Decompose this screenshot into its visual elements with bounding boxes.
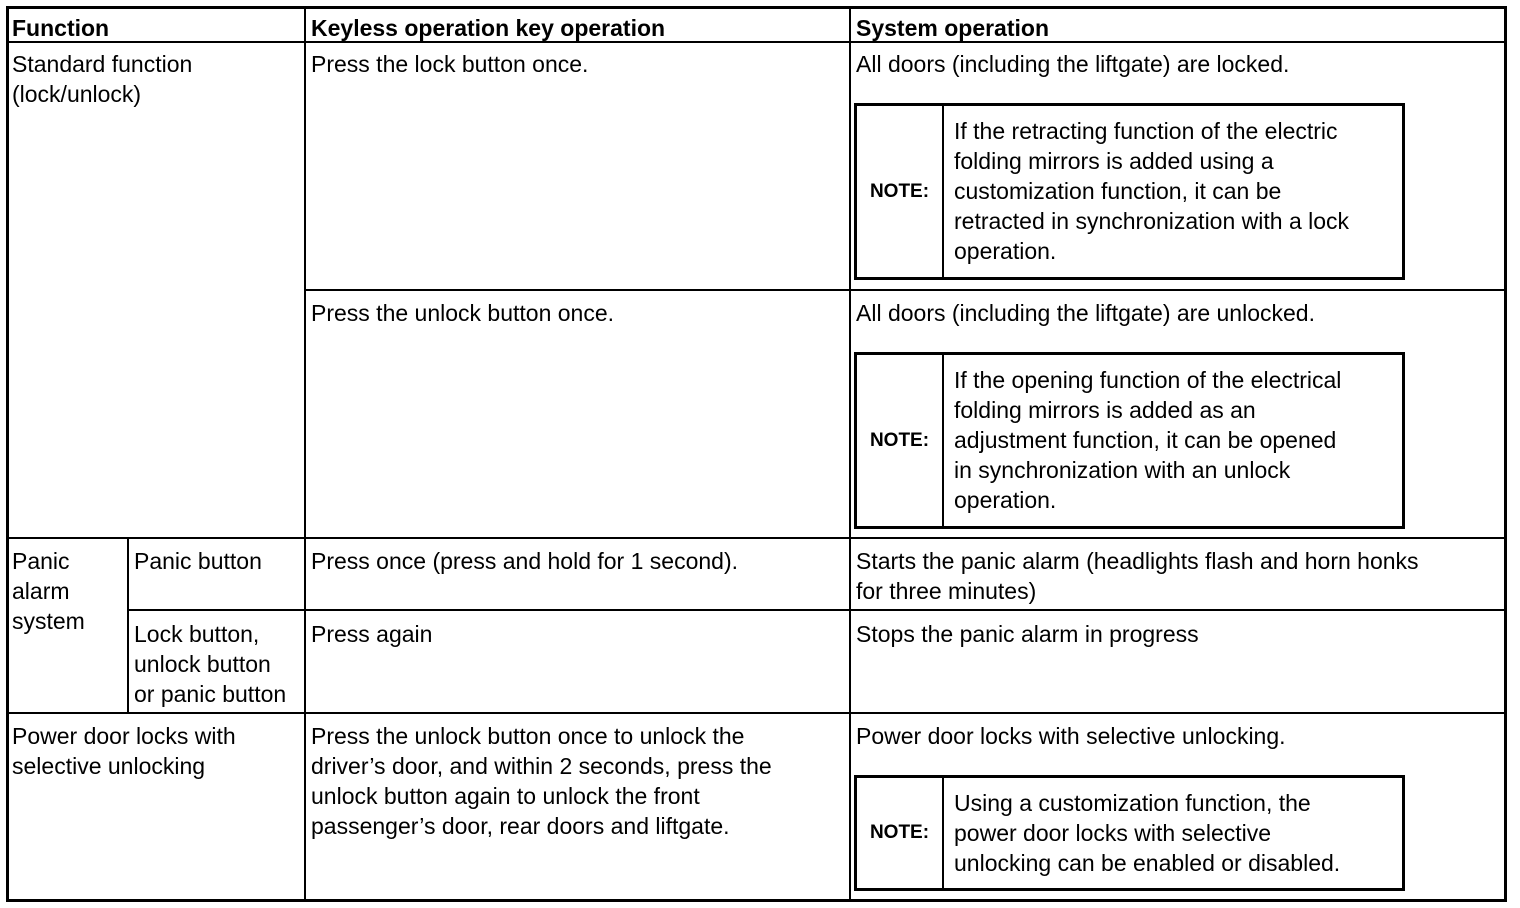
- selective-note-box: [854, 775, 1405, 891]
- selective-result: Power door locks with selective unlocking.: [856, 723, 1286, 749]
- panic-function-label: Panic alarm system: [12, 548, 85, 634]
- unlock-note-text: If the opening function of the electrical folding mirrors is added as an adjustment function, it can be opened in synchronization with an unlock operation.: [954, 367, 1342, 513]
- note-label: NOTE:: [869, 822, 930, 843]
- panic-sub1-result: Starts the panic alarm (headlights flash and horn honks for three minutes): [856, 548, 1419, 604]
- note-label: NOTE:: [869, 429, 930, 451]
- selective-function-label: Power door locks with selective unlocking: [12, 723, 236, 779]
- header-key-operation: Keyless operation key operation: [311, 15, 666, 41]
- note-label: NOTE:: [869, 180, 930, 202]
- lock-note-text: If the retracting function of the electric folding mirrors is added using a customization function, it can be retracted in synchronization with a lock operation.: [954, 118, 1350, 264]
- panic-sub1-operation: Press once (press and hold for 1 second).: [311, 548, 739, 574]
- panic-sub2-operation: Press again: [311, 621, 433, 647]
- note-divider: [942, 778, 944, 888]
- selective-operation: Press the unlock button once to unlock the driver’s door, and within 2 seconds, press the unlock button again to unlock the front passenger’s door, rear doors and liftgate.: [311, 723, 772, 839]
- lock-result: All doors (including the liftgate) are locked.: [856, 51, 1290, 77]
- unlock-result: All doors (including the liftgate) are unlocked.: [856, 300, 1315, 326]
- rule-standard-end: [6, 537, 1507, 539]
- lock-operation: Press the lock button once.: [311, 51, 589, 77]
- standard-function-label: Standard function (lock/unlock): [12, 51, 193, 107]
- panic-sub2-result: Stops the panic alarm in progress: [856, 621, 1199, 647]
- col-divider-1: [304, 6, 306, 902]
- rule-panic-sub: [128, 609, 1507, 611]
- note-divider: [942, 355, 944, 526]
- header-system-operation: System operation: [856, 15, 1049, 41]
- unlock-note-box: [854, 352, 1405, 529]
- unlock-operation: Press the unlock button once.: [311, 300, 615, 326]
- selective-note-text: Using a customization function, the power door locks with selective unlocking can be enabled or disabled.: [954, 790, 1341, 876]
- rule-lock-unlock: [305, 289, 1507, 291]
- col-divider-panic: [127, 537, 129, 713]
- note-divider: [942, 106, 944, 277]
- header-function: Function: [12, 15, 110, 41]
- rule-header: [6, 41, 1507, 43]
- panic-sub2-label: Lock button, unlock button or panic button: [134, 621, 287, 707]
- panic-sub1-label: Panic button: [134, 548, 262, 574]
- rule-panic-end: [6, 712, 1507, 714]
- col-divider-2: [849, 6, 851, 902]
- lock-note-box: [854, 103, 1405, 280]
